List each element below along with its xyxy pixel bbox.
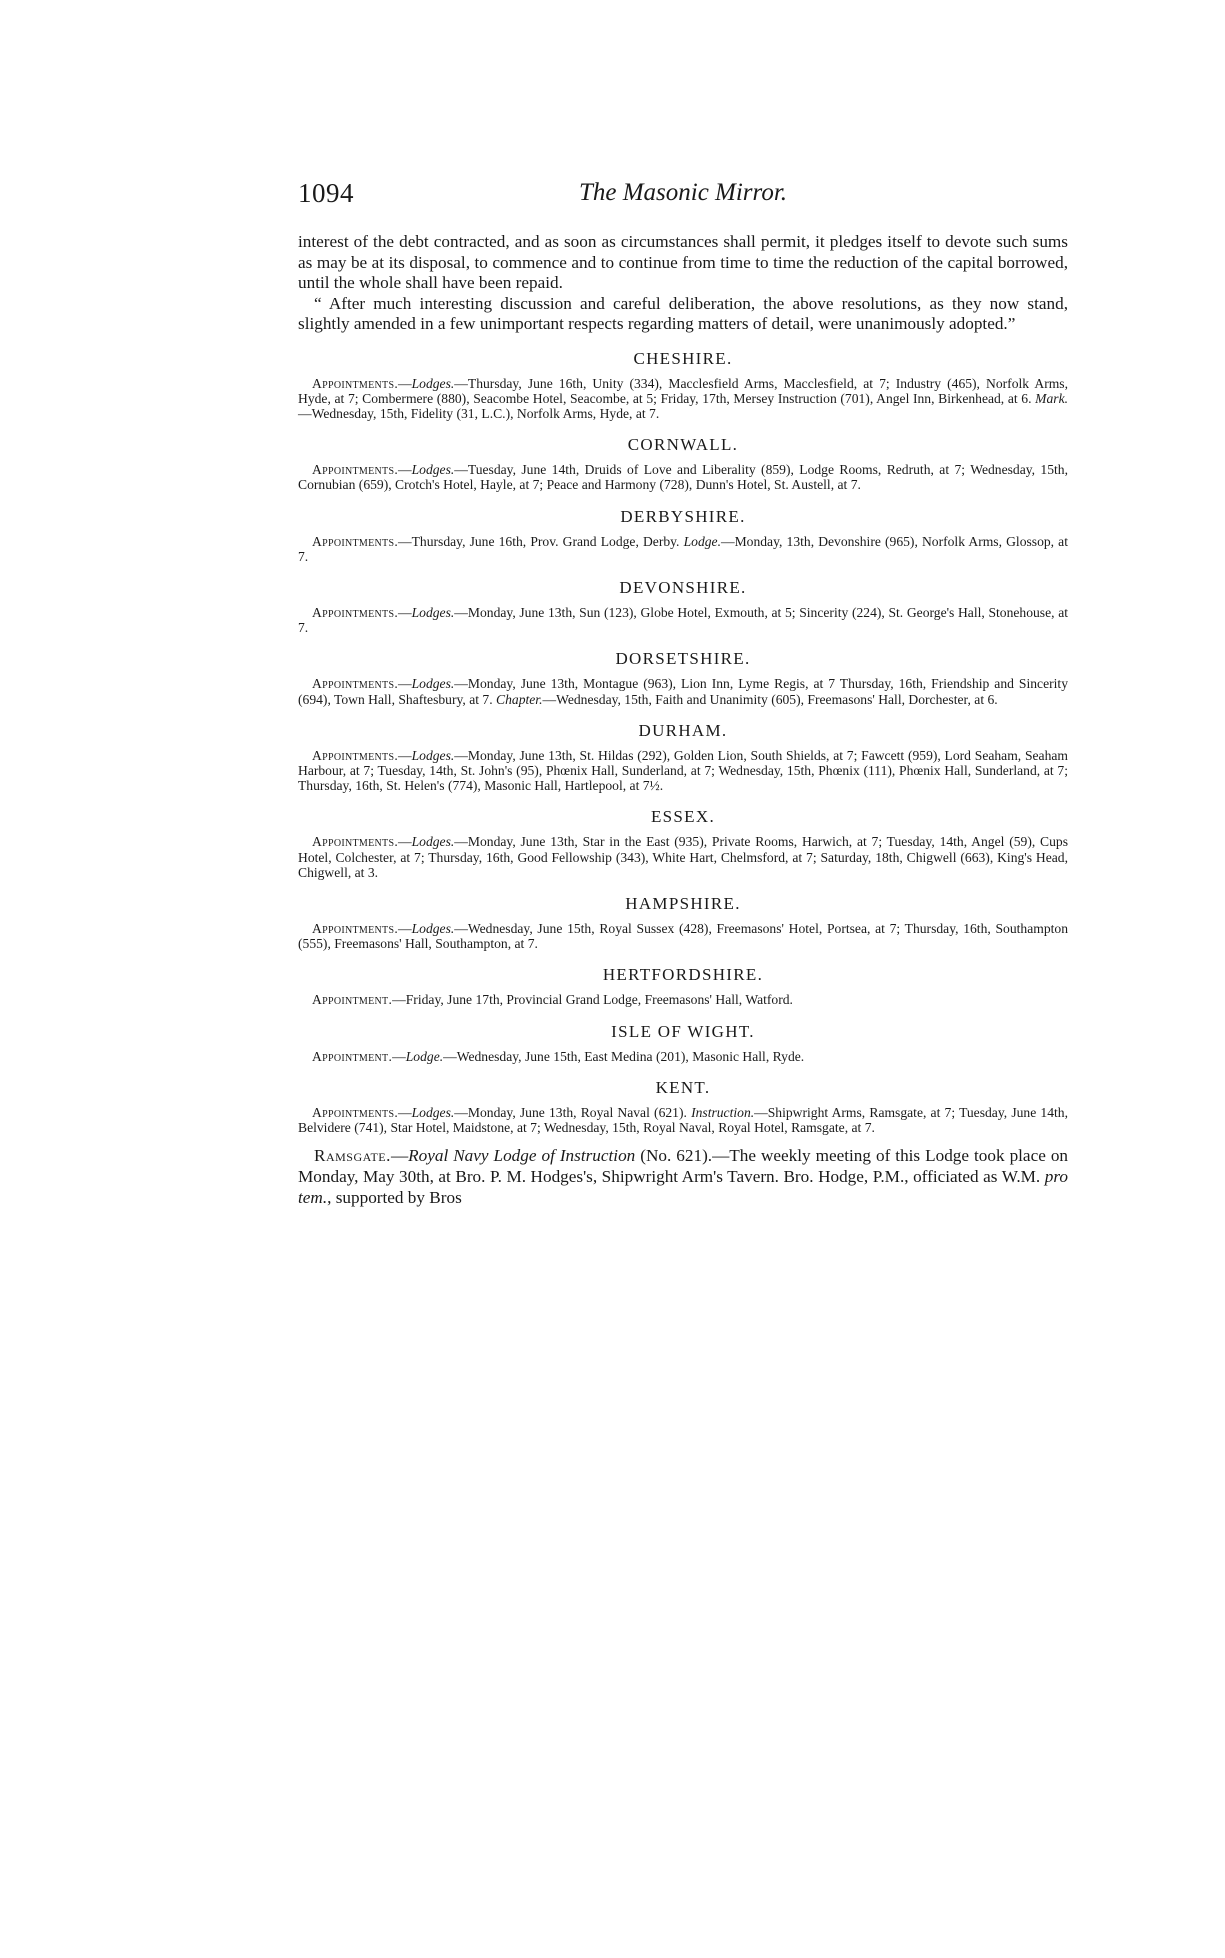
section-text: Monday, June 13th, Montague (963), Lion Inn, Lyme Regis, at 7 Thursday, 16th, Friendship and Sincerity (694), Town Hall, Shaftesbury, at 7. <box>298 676 1068 707</box>
lodges-label: Lodges. <box>411 375 455 391</box>
section-text: Monday, June 13th, Sun (123), Globe Hotel, Exmouth, at 5; Sincerity (224), St. George's Hall, Stonehouse, at 7. <box>298 604 1068 636</box>
section-title: HERTFORDSHIRE. <box>602 965 764 985</box>
section-durham <box>298 721 1068 794</box>
lodge-label: Lodge. <box>405 1048 444 1064</box>
intro-text <box>298 232 1068 335</box>
section-body: Appointments.—Lodges.—Monday, June 13th, St. Hildas (292), Golden Lion, South Shields, at 7; Fawcett (959), Lord Seaham, Seaham Harbour, at 7; Tuesday, 14th, St. John's (95), Phœnix Hall, Sunderland, at 7; Wednesday, 15th, Phœnix (111), Phœnix Hall, Sunderland, at 7; Thursday, 16th, St. Helen's (774), Masonic Hall, Hartlepool, at 7½. <box>298 747 1068 794</box>
appointments-label: Appointments. <box>312 462 399 478</box>
section-isle-of-wight <box>298 1022 1068 1064</box>
section-body: Appointments.—Thursday, June 16th, Prov. Grand Lodge, Derby. Lodge.—Monday, 13th, Devonshire (965), Norfolk Arms, Glossop, at 7. <box>298 533 1068 564</box>
intro-paragraph-2: “ After much interesting discussion and careful deliberation, the above resolutions, as they now stand, slightly amended in a few unimportant respects regarding matters of detail, were unanimously adopted.” <box>298 293 1068 333</box>
section-body: Appointments.—Lodges.—Thursday, June 16th, Unity (334), Macclesfield Arms, Macclesfield, at 7; Industry (465), Norfolk Arms, Hyde, at 7; Combermere (880), Seacombe Hotel, Seacombe, at 5; Friday, 17th, Mersey Instruction (701), Angel Inn, Birkenhead, at 6. Mark.—Wednesday, 15th, Fidelity (31, L.C.), Norfolk Arms, Hyde, at 7. <box>298 375 1068 421</box>
section-title: KENT. <box>655 1077 711 1097</box>
section-title: DERBYSHIRE. <box>620 506 746 526</box>
section-dorsetshire <box>298 649 1068 706</box>
section-title: CORNWALL. <box>627 435 739 455</box>
appointments-label: Appointments. <box>312 834 399 850</box>
section-hertfordshire <box>298 965 1068 1007</box>
lodge-label: Lodge. <box>683 533 721 549</box>
section-body: Appointment.—Friday, June 17th, Provincial Grand Lodge, Freemasons' Hall, Watford. <box>312 992 793 1008</box>
section-body: Appointments.—Lodges.—Wednesday, June 15th, Royal Sussex (428), Freemasons' Hotel, Portsea, at 7; Thursday, 16th, Southampton (555), Freemasons' Hall, Southampton, at 7. <box>298 920 1068 952</box>
section-cheshire <box>298 349 1068 422</box>
appointments-label: Appointments. <box>312 1104 399 1120</box>
section-text-2: Monday, 13th, Devonshire (965), Norfolk Arms, Glossop, at 7. <box>298 533 1068 564</box>
lodges-label: Lodges. <box>411 676 455 692</box>
lodges-label: Lodges. <box>411 1104 455 1120</box>
section-cornwall <box>298 435 1068 492</box>
lodge-name: Royal Navy Lodge of Instruction <box>408 1146 636 1166</box>
closing-paragraph: Ramsgate.—Royal Navy Lodge of Instruction (No. 621).—The weekly meeting of this Lodge took place on Monday, May 30th, at Bro. P. M. Hodges's, Shipwright Arm's Tavern. Bro. Hodge, P.M., officiated as W.M. pro tem., supported by Bros <box>298 1146 1069 1208</box>
section-essex <box>298 807 1068 880</box>
appointment-label: Appointment. <box>312 1048 393 1064</box>
section-text: Thursday, June 16th, Unity (334), Macclesfield Arms, Macclesfield, at 7; Industry (465), Norfolk Arms, Hyde, at 7; Combermere (880), Seacombe Hotel, Seacombe, at 5; Friday, 17th, Mersey Instruction (701), Angel Inn, Birkenhead, at 6. <box>298 375 1068 406</box>
section-title: ISLE OF WIGHT. <box>611 1021 755 1041</box>
section-text-2: Wednesday, 15th, Fidelity (31, L.C.), Norfolk Arms, Hyde, at 7. <box>311 405 660 421</box>
section-title: HAMPSHIRE. <box>625 893 741 913</box>
appointments-label: Appointments. <box>312 920 399 936</box>
instruction-label: Instruction. <box>691 1104 755 1120</box>
section-body: Appointments.—Lodges.—Tuesday, June 14th, Druids of Love and Liberality (859), Lodge Rooms, Redruth, at 7; Wednesday, 15th, Cornubian (659), Crotch's Hotel, Hayle, at 7; Peace and Harmony (728), Dunn's Hotel, St. Austell, at 7. <box>298 462 1068 493</box>
appointments-label: Appointments. <box>312 747 399 763</box>
section-kent <box>298 1078 1068 1135</box>
page-number: 1094 <box>298 178 354 208</box>
page-header <box>298 178 1068 218</box>
section-text: Tuesday, June 14th, Druids of Love and Liberality (859), Lodge Rooms, Redruth, at 7; Wednesday, 15th, Cornubian (659), Crotch's Hotel, Hayle, at 7; Peace and Harmony (728), Dunn's Hotel, St. Austell, at 7. <box>298 462 1068 493</box>
pro-tem-text: pro tem. <box>298 1167 1069 1208</box>
section-text: Monday, June 13th, St. Hildas (292), Golden Lion, South Shields, at 7; Fawcett (959), Lord Seaham, Seaham Harbour, at 7; Tuesday, 14th, St. John's (95), Phœnix Hall, Sunderland, at 7; Wednesday, 15th, Phœnix (111), Phœnix Hall, Sunderland, at 7; Thursday, 16th, St. Helen's (774), Masonic Hall, Hartlepool, at 7½. <box>298 747 1068 794</box>
running-title: The Masonic Mirror. <box>578 179 788 206</box>
section-title: ESSEX. <box>650 807 715 827</box>
lodges-label: Lodges. <box>411 747 455 763</box>
lodges-label: Lodges. <box>411 920 455 936</box>
lodges-label: Lodges. <box>411 604 455 620</box>
section-text: Wednesday, June 15th, Royal Sussex (428), Freemasons' Hotel, Portsea, at 7; Thursday, 16th, Southampton (555), Freemasons' Hall, Southampton, at 7. <box>298 920 1068 952</box>
place-name: Ramsgate. <box>314 1146 391 1166</box>
section-title: DEVONSHIRE. <box>619 577 747 597</box>
section-body: Appointment.—Lodge.—Wednesday, June 15th, East Medina (201), Masonic Hall, Ryde. <box>312 1048 805 1064</box>
section-title: DURHAM. <box>638 720 728 740</box>
section-title: CHESHIRE. <box>633 348 733 368</box>
closing-text-end: , supported by Bros <box>327 1188 462 1208</box>
section-body: Appointments.—Lodges.—Monday, June 13th, Royal Naval (621). Instruction.—Shipwright Arms, Ramsgate, at 7; Tuesday, June 14th, Belvidere (741), Star Hotel, Maidstone, at 7; Wednesday, 15th, Royal Naval, Royal Hotel, Ramsgate, at 7. <box>298 1104 1069 1135</box>
section-text: Thursday, June 16th, Prov. Grand Lodge, Derby. <box>411 533 680 549</box>
section-body: Appointments.—Lodges.—Monday, June 13th, Star in the East (935), Private Rooms, Harwich, at 7; Tuesday, 14th, Angel (59), Cups Hotel, Colchester, at 7; Thursday, 16th, Good Fellowship (343), White Hart, Chelmsford, at 7; Saturday, 18th, Chigwell (663), King's Head, Chigwell, at 3. <box>298 834 1068 880</box>
section-text: Monday, June 13th, Royal Naval (621). <box>467 1104 687 1120</box>
section-body: Appointments.—Lodges.—Monday, June 13th, Montague (963), Lion Inn, Lyme Regis, at 7 Thursday, 16th, Friendship and Sincerity (694), Town Hall, Shaftesbury, at 7. Chapter.—Wednesday, 15th, Faith and Unanimity (605), Freemasons' Hall, Dorchester, at 6. <box>298 676 1068 707</box>
mark-label: Mark. <box>1035 390 1068 406</box>
intro-paragraph-1: interest of the debt contracted, and as soon as circumstances shall permit, it pledges itself to devote such sums as may be at its disposal, to commence and to continue from time to time the reduction of the capital borrowed, until the whole shall have been repaid. <box>298 232 1068 292</box>
appointment-label: Appointment. <box>312 992 393 1008</box>
section-devonshire <box>298 578 1068 635</box>
lodges-label: Lodges. <box>411 834 455 850</box>
section-text-2: Wednesday, 15th, Faith and Unanimity (605), Freemasons' Hall, Dorchester, at 6. <box>556 691 998 707</box>
appointments-label: Appointments. <box>312 604 399 620</box>
closing-text: (No. 621).—The weekly meeting of this Lodge took place on Monday, May 30th, at Bro. P. M. Hodges's, Shipwright Arm's Tavern. Bro. Hodge, P.M., officiated as W.M. <box>298 1146 1069 1187</box>
appointments-label: Appointments. <box>312 533 399 549</box>
appointments-label: Appointments. <box>312 676 399 692</box>
section-derbyshire <box>298 507 1068 564</box>
lodges-label: Lodges. <box>411 462 455 478</box>
chapter-label: Chapter. <box>496 691 543 707</box>
document-page <box>298 178 1068 1225</box>
section-hampshire <box>298 894 1068 951</box>
section-text: Friday, June 17th, Provincial Grand Lodge, Freemasons' Hall, Watford. <box>405 992 793 1008</box>
section-title: DORSETSHIRE. <box>615 649 751 669</box>
section-text-2: Shipwright Arms, Ramsgate, at 7; Tuesday, June 14th, Belvidere (741), Star Hotel, Maidstone, at 7; Wednesday, 15th, Royal Naval, Royal Hotel, Ramsgate, at 7. <box>298 1104 1069 1135</box>
section-text: Monday, June 13th, Star in the East (935), Private Rooms, Harwich, at 7; Tuesday, 14th, Angel (59), Cups Hotel, Colchester, at 7; Thursday, 16th, Good Fellowship (343), White Hart, Chelmsford, at 7; Saturday, 18th, Chigwell (663), King's Head, Chigwell, at 3. <box>298 834 1068 880</box>
section-body: Appointments.—Lodges.—Monday, June 13th, Sun (123), Globe Hotel, Exmouth, at 5; Sincerity (224), St. George's Hall, Stonehouse, at 7. <box>298 604 1068 636</box>
section-text: Wednesday, June 15th, East Medina (201), Masonic Hall, Ryde. <box>456 1048 805 1064</box>
appointments-label: Appointments. <box>312 375 399 391</box>
